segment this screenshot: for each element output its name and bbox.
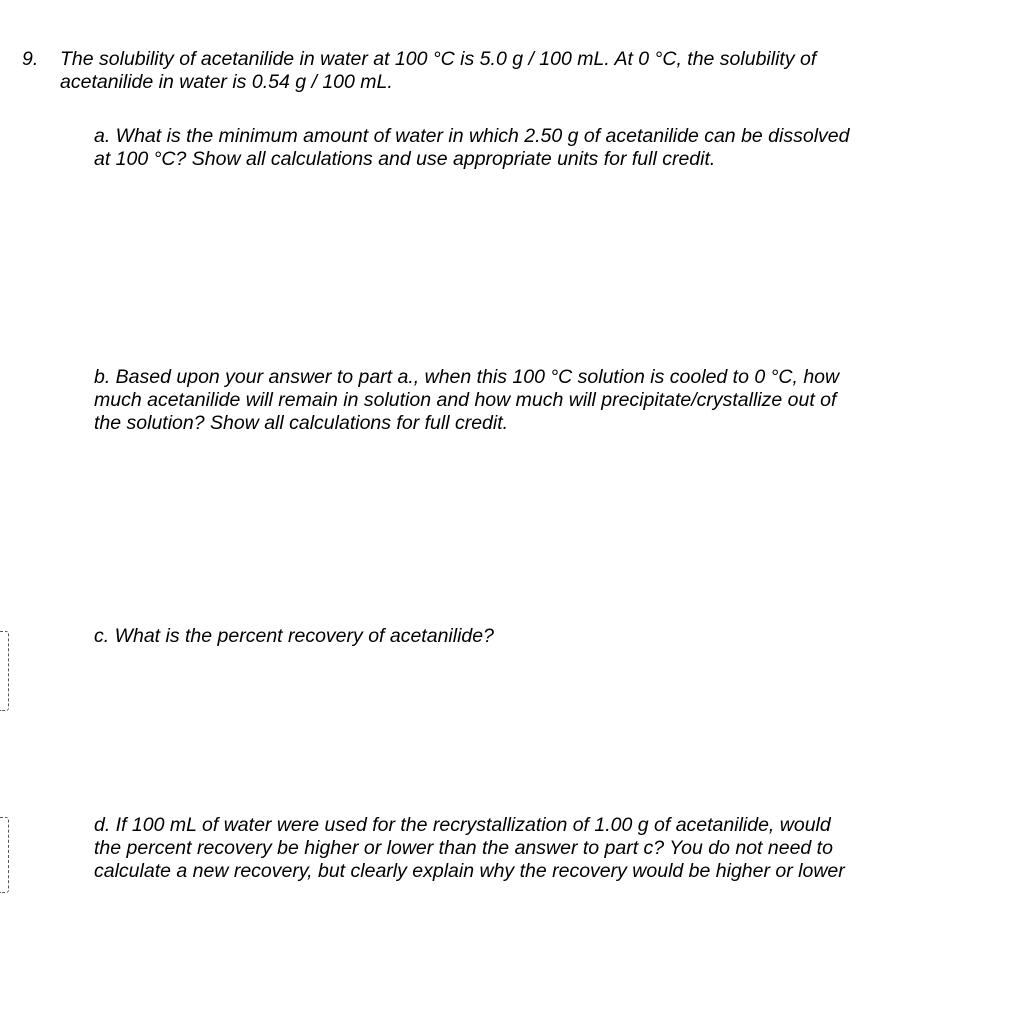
part-b-line-3: the solution? Show all calculations for full credit. — [94, 412, 509, 434]
part-d-line-2: the percent recovery be higher or lower than the answer to part c? You do not need to — [94, 837, 833, 859]
part-a — [94, 125, 974, 171]
question-number: 9. — [22, 48, 39, 70]
part-a-line-1: a. What is the minimum amount of water in which 2.50 g of acetanilide can be dissolved — [94, 125, 850, 147]
question-stem-line-2: acetanilide in water is 0.54 g / 100 mL. — [60, 71, 393, 93]
part-d — [94, 814, 974, 883]
question-stem-line-1: The solubility of acetanilide in water at 100 °C is 5.0 g / 100 mL. At 0 °C, the solubility of — [60, 48, 817, 70]
part-b-line-2: much acetanilide will remain in solution and how much will precipitate/crystallize out of — [94, 389, 837, 411]
part-c — [94, 625, 974, 648]
part-b-line-1: b. Based upon your answer to part a., when this 100 °C solution is cooled to 0 °C, how — [94, 366, 840, 388]
part-d-line-1: d. If 100 mL of water were used for the recrystallization of 1.00 g of acetanilide, would — [94, 814, 831, 836]
part-b — [94, 366, 974, 435]
question-stem — [60, 48, 960, 94]
part-d-line-3: calculate a new recovery, but clearly explain why the recovery would be higher or lower — [94, 860, 845, 882]
part-a-line-2: at 100 °C? Show all calculations and use appropriate units for full credit. — [94, 148, 716, 170]
margin-bracket-c — [0, 631, 9, 711]
margin-bracket-d — [0, 817, 9, 893]
part-c-line-1: c. What is the percent recovery of acetanilide? — [94, 625, 494, 647]
